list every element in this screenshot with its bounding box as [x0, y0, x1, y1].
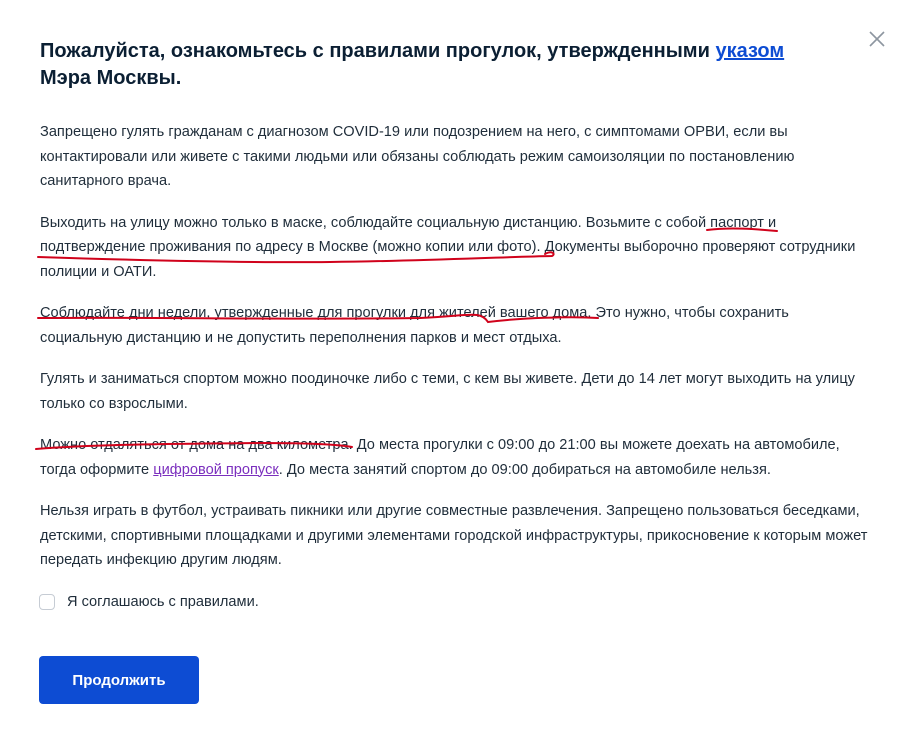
- rule-paragraph: Запрещено гулять гражданам с диагнозом COVID-19 или подозрением на него, с симптомами ОРВИ, если вы контактировали или живете с такими людьми или обязаны соблюдать режим самоизоляции по постановлению санитарного врача.: [40, 124, 795, 189]
- close-button[interactable]: [864, 26, 890, 52]
- title-text-prefix: Пожалуйста, ознакомьтесь с правилами прогулок, утвержденными: [40, 40, 710, 62]
- agree-label: Я соглашаюсь с правилами.: [67, 594, 259, 610]
- rule-paragraph: Соблюдайте дни недели, утвержденные для прогулки для жителей вашего дома. Это нужно, чтобы сохранить социальную дистанцию и не допустить переполнения парков и мест отдыха.: [40, 305, 789, 346]
- agree-checkbox-row[interactable]: [39, 594, 259, 610]
- rule-text: Можно отдаляться от дома на два километра. До места прогулки с 09:00 до 21:00 вы можете доехать на автомобиле, тогда оформите: [40, 437, 840, 478]
- title-text-suffix: Мэра Москвы.: [40, 67, 182, 89]
- decree-link[interactable]: указом: [715, 40, 785, 62]
- rule-paragraph: Выходить на улицу можно только в маске, соблюдайте социальную дистанцию. Возьмите с собой паспорт и подтверждение проживания по адресу в Москве (можно копии или фото). Документы выборочно проверяют сотрудники полиции и ОАТИ.: [40, 214, 856, 280]
- rules-list: [40, 120, 875, 590]
- agree-checkbox[interactable]: [39, 594, 55, 610]
- modal-title: [40, 38, 830, 92]
- rule-text: . До места занятий спортом до 09:00 добираться на автомобиле нельзя.: [278, 461, 771, 478]
- continue-button[interactable]: Продолжить: [39, 656, 199, 704]
- rule-paragraph: Гулять и заниматься спортом можно поодиночке либо с теми, с кем вы живете. Дети до 14 лет могут выходить на улицу только со взрослыми.: [40, 371, 855, 412]
- digital-pass-link[interactable]: цифровой пропуск: [153, 461, 279, 478]
- close-icon: [864, 26, 890, 52]
- rule-paragraph: Нельзя играть в футбол, устраивать пикники или другие совместные развлечения. Запрещено пользоваться беседками, детскими, спортивными площадками и другими элементами городской инфраструктуры, прикосновение к которым может передать инфекцию другим людям.: [40, 503, 868, 568]
- rule-paragraph: [40, 433, 875, 482]
